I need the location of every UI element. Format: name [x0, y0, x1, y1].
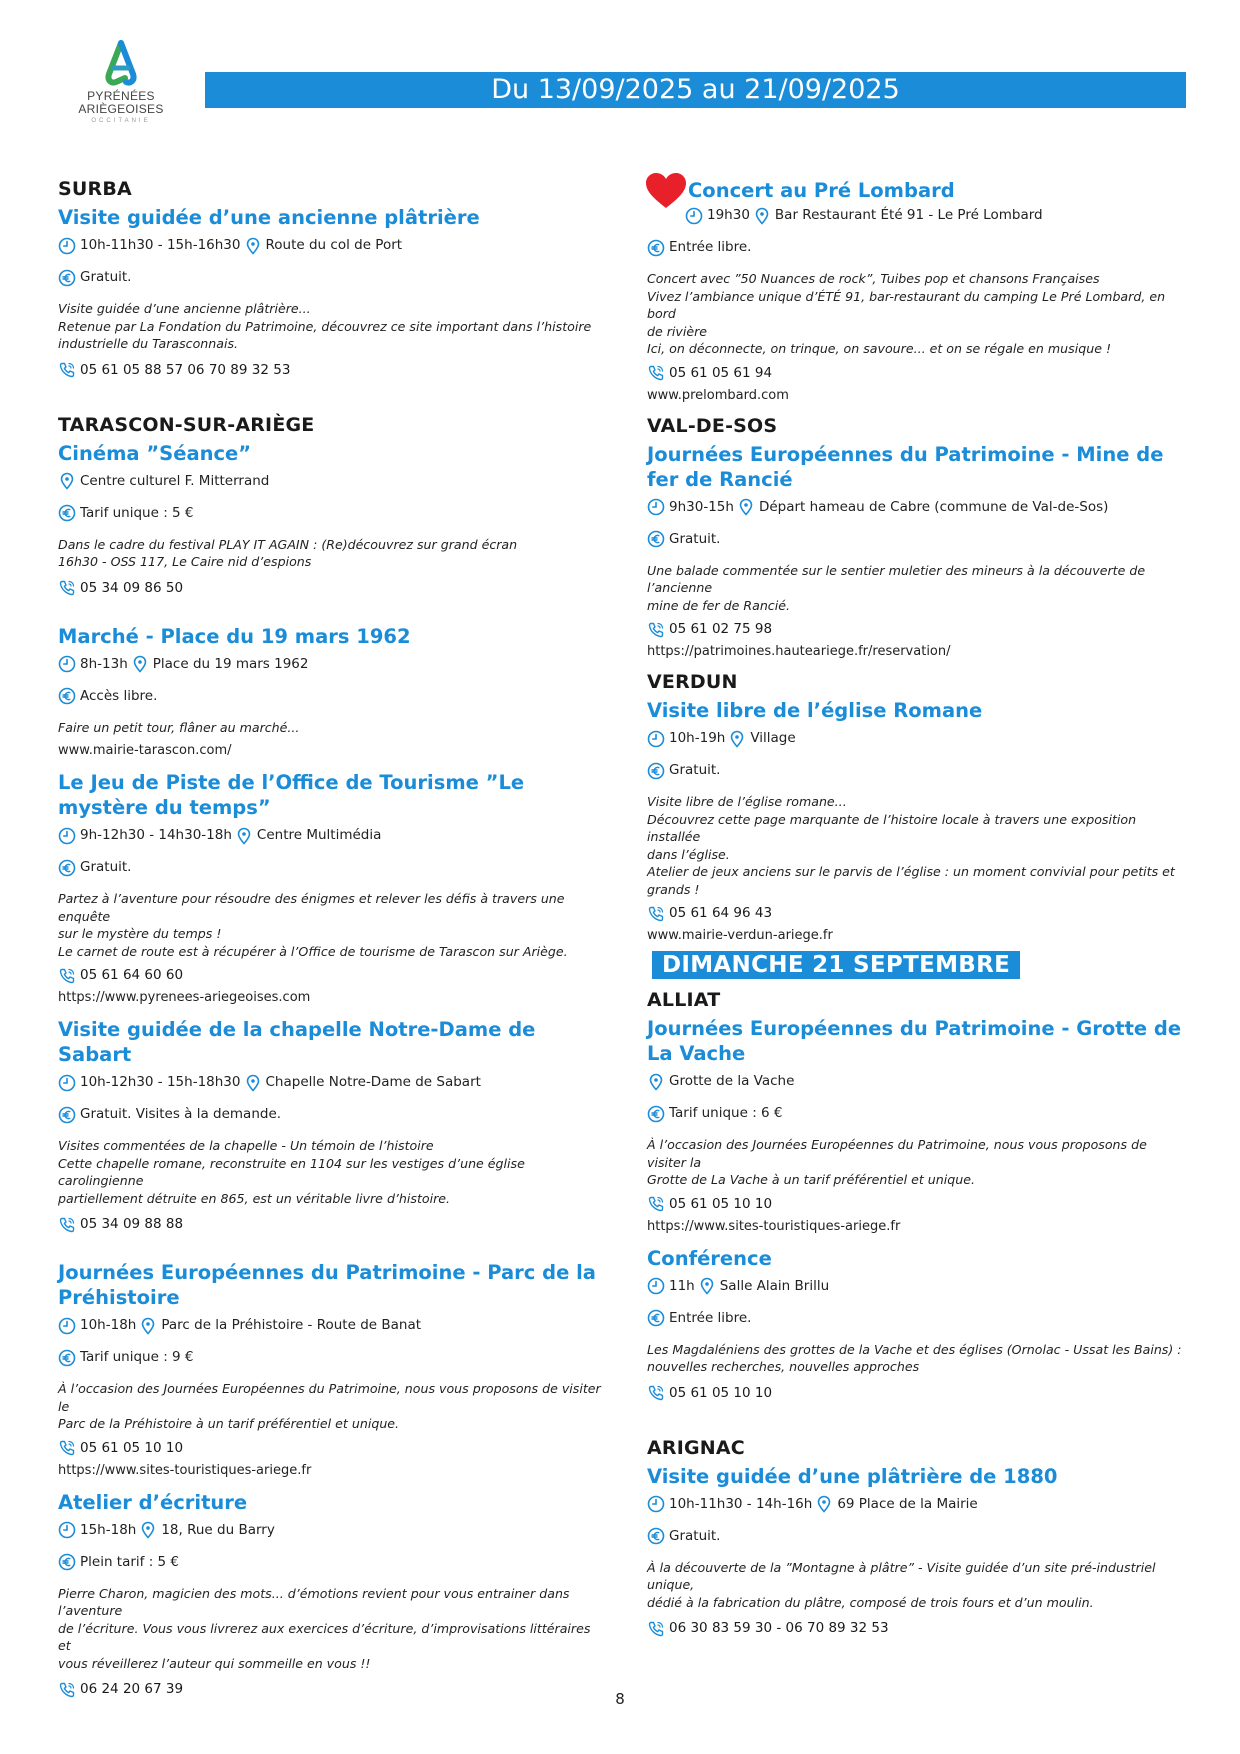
event-time: 19h30: [707, 207, 750, 223]
event-price: Tarif unique : 6 €: [669, 1105, 783, 1121]
event-description: Pierre Charon, magicien des mots... d’émotions revient pour vous entrainer dans l’aventure de l’écriture. Vous vous livrerez aux exercices d’écriture, d’improvisations littéraires et vous réveillerez l’auteur qui sommeille en vous !!: [58, 1585, 591, 1671]
event-arignac: [647, 1437, 1187, 1639]
event-description: Visite libre de l’église romane... Découvrez cette page marquante de l’histoire locale à travers une exposition installée dans l’église. Atelier de jeux anciens sur le parvis de l’église : un moment convivial pour petits et grands !: [647, 794, 1175, 897]
event-title: Le Jeu de Piste de l’Office de Tourisme ”Le mystère du temps”: [58, 771, 525, 819]
pin-icon: [244, 237, 262, 255]
euro-icon: [58, 269, 76, 287]
phone-icon: [647, 1384, 665, 1402]
pin-icon: [131, 655, 149, 673]
event-website[interactable]: www.mairie-verdun-ariege.fr: [647, 928, 833, 943]
right-column: [647, 178, 1187, 1642]
event-time: 10h-18h: [80, 1317, 137, 1333]
event-title: Atelier d’écriture: [58, 1490, 248, 1514]
euro-icon: [58, 504, 76, 522]
event-phone[interactable]: 05 61 05 61 94: [669, 364, 773, 381]
event-title: Cinéma ”Séance”: [58, 441, 252, 465]
phone-icon: [58, 967, 76, 985]
event-location: Centre Multimédia: [256, 827, 382, 843]
place-heading: ALLIAT: [647, 989, 721, 1011]
event-location: Route du col de Port: [265, 237, 403, 253]
date-range-banner: Du 13/09/2025 au 21/09/2025: [205, 72, 1186, 108]
clock-icon: [58, 1317, 76, 1335]
pin-icon: [728, 730, 746, 748]
event-location: Chapelle Notre-Dame de Sabart: [265, 1074, 481, 1090]
event-description: À l’occasion des Journées Européennes du Patrimoine, nous vous proposons de visiter le Parc de la Préhistoire à un tarif préférentiel et unique.: [58, 1381, 601, 1431]
pin-icon: [58, 472, 76, 490]
phone-icon: [58, 1216, 76, 1234]
pin-icon: [139, 1317, 157, 1335]
event-time: 10h-12h30 - 15h-18h30: [80, 1074, 241, 1090]
logo-line1: PYRÉNÉES: [87, 89, 155, 103]
event-price: Gratuit.: [80, 269, 132, 285]
event-surba: [58, 178, 603, 380]
clock-icon: [647, 1495, 665, 1513]
event-title: Journées Européennes du Patrimoine - Mine de fer de Rancié: [647, 442, 1164, 491]
event-phone[interactable]: 05 61 64 96 43: [669, 905, 773, 921]
event-description: À la découverte de la ”Montagne à plâtre” - Visite guidée d’un site pré-industriel unique, dédié à la fabrication du plâtre, composé de trois fours et d’un moulin.: [647, 1559, 1156, 1610]
place-heading: VAL-DE-SOS: [647, 414, 778, 437]
event-phone[interactable]: 05 34 09 86 50: [80, 579, 184, 596]
logo-line2: ARIÈGEOISES: [78, 102, 164, 116]
brand-logo: [74, 40, 168, 140]
clock-icon: [58, 827, 76, 845]
page-number: 8: [615, 1690, 625, 1708]
event-title: Journées Européennes du Patrimoine - Grotte de La Vache: [647, 1017, 1182, 1065]
event-conference: [647, 1246, 1187, 1403]
event-marche: [58, 624, 603, 761]
event-verdun: [647, 671, 1187, 945]
event-website[interactable]: https://patrimoines.hauteariege.fr/reservation/: [647, 644, 951, 659]
event-title: Marché - Place du 19 mars 1962: [58, 624, 411, 648]
event-description: Visites commentées de la chapelle - Un témoin de l’histoire Cette chapelle romane, reconstruite en 1104 sur les vestiges d’une église carolingienne partiellement détruite en 865, est un véritable livre d’histoire.: [58, 1138, 525, 1206]
event-time: 9h30-15h: [669, 498, 734, 515]
clock-icon: [58, 237, 76, 255]
phone-icon: [58, 1439, 76, 1457]
euro-icon: [58, 1106, 76, 1124]
pin-icon: [815, 1495, 833, 1513]
event-location: Parc de la Préhistoire - Route de Banat: [161, 1317, 422, 1333]
event-price: Accès libre.: [80, 687, 158, 704]
euro-icon: [58, 1553, 76, 1571]
phone-icon: [647, 364, 665, 382]
event-title: Journées Européennes du Patrimoine - Parc de la Préhistoire: [58, 1261, 596, 1309]
place-heading: ARIGNAC: [647, 1436, 745, 1459]
event-price: Tarif unique : 9 €: [80, 1349, 194, 1365]
phone-icon: [647, 1195, 665, 1213]
event-location: Place du 19 mars 1962: [152, 655, 309, 672]
event-phone[interactable]: 05 61 02 75 98: [669, 621, 773, 637]
left-column: [58, 178, 603, 1703]
event-description: Faire un petit tour, flâner au marché...: [58, 719, 300, 735]
euro-icon: [647, 1309, 665, 1327]
clock-icon: [647, 1277, 665, 1295]
clock-icon: [58, 1521, 76, 1539]
euro-icon: [58, 687, 76, 705]
event-description: Dans le cadre du festival PLAY IT AGAIN : (Re)découvrez sur grand écran 16h30 - OSS 117, Le Caire nid d’espions: [58, 536, 518, 569]
pin-icon: [698, 1277, 716, 1295]
event-sabart: [58, 1017, 603, 1234]
event-time: 9h-12h30 - 14h30-18h: [80, 827, 232, 843]
event-price: Entrée libre.: [669, 1309, 752, 1326]
pin-icon: [139, 1521, 157, 1539]
event-time: 11h: [669, 1277, 695, 1294]
event-phone[interactable]: 05 61 64 60 60: [80, 967, 184, 983]
event-description: Concert avec ”50 Nuances de rock”, Tuibes pop et chansons Françaises Vivez l’ambiance unique d’ÉTÉ 91, bar-restaurant du camping Le Pré Lombard, en bord de rivière Ici, on déconnecte, on trinque, on savoure... et on se régale en musique !: [647, 271, 1166, 356]
event-location: 18, Rue du Barry: [161, 1521, 275, 1538]
event-phone[interactable]: 05 34 09 88 88: [80, 1216, 184, 1232]
event-price: Entrée libre.: [669, 239, 752, 255]
event-website[interactable]: www.mairie-tarascon.com/: [58, 743, 232, 758]
pin-icon: [647, 1073, 665, 1091]
event-website[interactable]: https://www.pyrenees-ariegeoises.com: [58, 990, 311, 1005]
event-website[interactable]: https://www.sites-touristiques-ariege.fr: [647, 1218, 901, 1234]
event-phone[interactable]: 06 30 83 59 30 - 06 70 89 32 53: [669, 1620, 889, 1636]
event-concert: [647, 178, 1187, 405]
event-description: À l’occasion des Journées Européennes du Patrimoine, nous vous proposons de visiter la Grotte de La Vache à un tarif préférentiel et unique.: [647, 1137, 1147, 1187]
logo-tagline: OCCITANIE: [91, 118, 151, 124]
event-title: Visite libre de l’église Romane: [647, 699, 983, 722]
heart-icon: [645, 172, 687, 210]
pin-icon: [244, 1074, 262, 1092]
event-prehistoire: [58, 1260, 603, 1480]
clock-icon: [58, 655, 76, 673]
event-grotte-vache: [647, 989, 1187, 1236]
pin-icon: [753, 207, 771, 225]
event-title: Visite guidée d’une plâtrière de 1880: [647, 1464, 1058, 1488]
event-title: Visite guidée d’une ancienne plâtrière: [58, 206, 480, 229]
event-time: 8h-13h: [80, 655, 128, 672]
phone-icon: [647, 621, 665, 639]
event-location: Salle Alain Brillu: [719, 1277, 830, 1294]
event-location: Bar Restaurant Été 91 - Le Pré Lombard: [774, 207, 1043, 223]
event-website[interactable]: www.prelombard.com: [647, 387, 789, 403]
event-description: Une balade commentée sur le sentier muletier des mineurs à la découverte de l’ancienne mine de fer de Rancié.: [647, 562, 1146, 613]
event-website[interactable]: https://www.sites-touristiques-ariege.fr: [58, 1462, 312, 1478]
event-cinema: [58, 414, 603, 598]
event-time: 10h-11h30 - 15h-16h30: [80, 237, 241, 253]
clock-icon: [685, 207, 703, 225]
euro-icon: [647, 762, 665, 780]
event-time: 10h-19h: [669, 730, 726, 746]
event-price: Gratuit.: [669, 1527, 721, 1544]
event-description: Partez à l’aventure pour résoudre des énigmes et relever les défis à travers une enquête sur le mystère du temps ! Le carnet de route est à récupérer à l’Office de tourisme de Tarascon sur Ariège.: [58, 891, 568, 959]
event-jeu-de-piste: [58, 770, 603, 1007]
euro-icon: [58, 859, 76, 877]
event-price: Gratuit.: [669, 762, 721, 778]
euro-icon: [647, 239, 665, 257]
euro-icon: [647, 1105, 665, 1123]
event-location: 69 Place de la Mairie: [837, 1495, 978, 1512]
event-phone[interactable]: 05 61 05 10 10: [80, 1439, 184, 1456]
euro-icon: [647, 1527, 665, 1545]
pin-icon: [737, 498, 755, 516]
event-phone[interactable]: 05 61 05 10 10: [669, 1195, 773, 1212]
event-location: Départ hameau de Cabre (commune de Val-de-Sos): [758, 498, 1109, 515]
event-price: Plein tarif : 5 €: [80, 1553, 180, 1570]
place-heading: SURBA: [58, 178, 132, 200]
euro-icon: [58, 1349, 76, 1367]
event-rancie: [647, 415, 1187, 662]
event-location: Centre culturel F. Mitterrand: [80, 472, 270, 489]
clock-icon: [58, 1074, 76, 1092]
event-price: Gratuit.: [669, 530, 721, 547]
phone-icon: [58, 579, 76, 597]
event-description: Les Magdaléniens des grottes de la Vache et des églises (Ornolac - Ussat les Bains) : nouvelles recherches, nouvelles approches: [647, 1341, 1182, 1374]
event-phone[interactable]: 05 61 05 88 57 06 70 89 32 53: [80, 361, 291, 378]
event-ecriture: [58, 1490, 603, 1700]
event-time: 10h-11h30 - 14h-16h: [669, 1495, 813, 1512]
phone-icon: [58, 361, 76, 379]
pin-icon: [235, 827, 253, 845]
event-title: Concert au Pré Lombard: [688, 179, 955, 202]
event-price: Gratuit. Visites à la demande.: [80, 1106, 282, 1122]
clock-icon: [647, 730, 665, 748]
event-location: Grotte de la Vache: [669, 1073, 795, 1089]
event-title: Visite guidée de la chapelle Notre-Dame de Sabart: [58, 1018, 536, 1066]
phone-icon: [647, 905, 665, 923]
logo-mark-icon: [101, 40, 141, 90]
phone-icon: [647, 1620, 665, 1638]
event-phone[interactable]: 05 61 05 10 10: [669, 1384, 773, 1401]
event-title: Conférence: [647, 1246, 772, 1270]
place-heading: VERDUN: [647, 671, 738, 693]
euro-icon: [647, 530, 665, 548]
event-price: Tarif unique : 5 €: [80, 504, 194, 521]
place-heading: TARASCON-SUR-ARIÈGE: [58, 413, 315, 436]
clock-icon: [647, 498, 665, 516]
event-location: Village: [750, 730, 796, 746]
event-description: Visite guidée d’une ancienne plâtrière... Retenue par La Fondation du Patrimoine, découvrez ce site important dans l’histoire industrielle du Tarasconnais.: [58, 301, 592, 351]
event-price: Gratuit.: [80, 859, 132, 875]
day-banner: DIMANCHE 21 SEPTEMBRE: [652, 951, 1020, 979]
event-phone[interactable]: 06 24 20 67 39: [80, 1681, 184, 1697]
event-time: 15h-18h: [80, 1521, 137, 1538]
